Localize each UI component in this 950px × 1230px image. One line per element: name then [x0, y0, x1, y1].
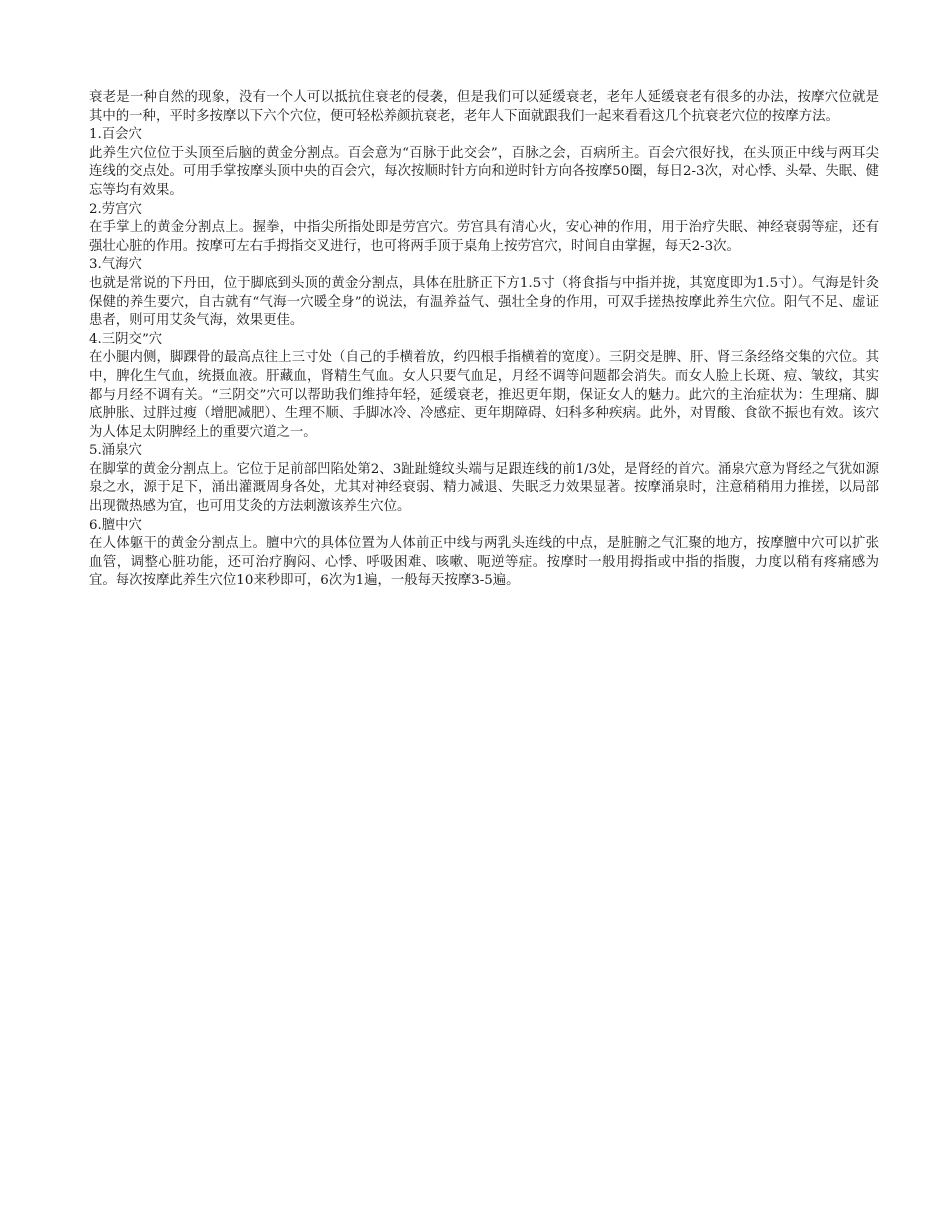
section-laogong — [89, 201, 879, 257]
section-baihui — [89, 126, 879, 200]
document-page — [89, 89, 879, 591]
section-heading: 3.气海穴 — [89, 257, 142, 273]
section-body: 在人体躯干的黄金分割点上。膻中穴的具体位置为人体前正中线与两乳头连线的中点，是脏腑之气汇聚的地方，按摩膻中穴可以扩张血管，调整心脏功能，还可治疗胸闷、心悸、呼吸困难、咳嗽、呃逆等症。按摩时一般用拇指或中指的指腹，力度以稍有疼痛感为宜。每次按摩此养生穴位10来秒即可，6次为1遍，一般每天按摩3-5遍。 — [89, 536, 879, 589]
section-yongquan — [89, 442, 879, 516]
section-heading: 5.涌泉穴 — [89, 443, 142, 459]
section-body: 在脚掌的黄金分割点上。它位于足前部凹陷处第2、3趾趾缝纹头端与足跟连线的前1/3处，是肾经的首穴。涌泉穴意为肾经之气犹如源泉之水，源于足下，涌出灌溉周身各处，尤其对神经衰弱、精力减退、失眠乏力效果显著。按摩涌泉时，注意稍稍用力推搓，以局部出现微热感为宜，也可用艾灸的方法刺激该养生穴位。 — [89, 461, 879, 515]
section-heading: 2.劳宫穴 — [89, 201, 142, 217]
section-body: 在小腿内侧，脚踝骨的最高点往上三寸处（自己的手横着放，约四根手指横着的宽度）。三阴交是脾、肝、肾三条经络交集的穴位。其中，脾化生气血，统摄血液。肝藏血，肾精生气血。女人只要气血足，月经不调等问题都会消失。而女人脸上长斑、痘、皱纹，其实都与月经不调有关。“三阴交”穴可以帮助我们维持年轻，延缓衰老，推迟更年期，保证女人的魅力。此穴的主治症状为：生理痛、脚底肿胀、过胖过瘦（增肥减肥）、生理不顺、手脚冰冷、冷感症、更年期障碍、妇科多种疾病。此外，对胃酸、食欲不振也有效。该穴为人体足太阴脾经上的重要穴道之一。 — [89, 350, 879, 440]
section-sanyinjiao — [89, 331, 879, 443]
section-body: 也就是常说的下丹田，位于脚底到头顶的黄金分割点，具体在肚脐正下方1.5寸（将食指与中指并拢，其宽度即为1.5寸）。气海是针灸保健的养生要穴，自古就有“气海一穴暖全身”的说法，有温养益气、强壮全身的作用，可双手搓热按摩此养生穴位。阳气不足、虚证患者，则可用艾灸气海，效果更佳。 — [89, 275, 879, 329]
section-body: 在手掌上的黄金分割点上。握拳，中指尖所指处即是劳宫穴。劳宫具有清心火，安心神的作用，用于治疗失眠、神经衰弱等症，还有强壮心脏的作用。按摩可左右手拇指交叉进行，也可将两手顶于桌角上按劳宫穴，时间自由掌握，每天2-3次。 — [89, 220, 879, 254]
intro-paragraph: 衰老是一种自然的现象，没有一个人可以抵抗住衰老的侵袭，但是我们可以延缓衰老，老年人延缓衰老有很多的办法，按摩穴位就是其中的一种，平时多按摩以下六个穴位，便可轻松养颜抗衰老，老年人下面就跟我们一起来看看这几个抗衰老穴位的按摩方法。 — [89, 90, 879, 124]
section-heading: 4.三阴交”穴 — [89, 331, 163, 347]
section-danzhong — [89, 517, 879, 591]
section-qihai — [89, 256, 879, 330]
section-body: 此养生穴位位于头顶至后脑的黄金分割点。百会意为“百脉于此交会”，百脉之会，百病所主。百会穴很好找，在头顶正中线与两耳尖连线的交点处。可用手掌按摩头顶中央的百会穴，每次按顺时针方向和逆时针方向各按摩50圈，每日2-3次，对心悸、头晕、失眠、健忘等均有效果。 — [89, 145, 879, 198]
section-heading: 6.膻中穴 — [89, 517, 142, 533]
section-heading: 1.百会穴 — [89, 127, 142, 143]
